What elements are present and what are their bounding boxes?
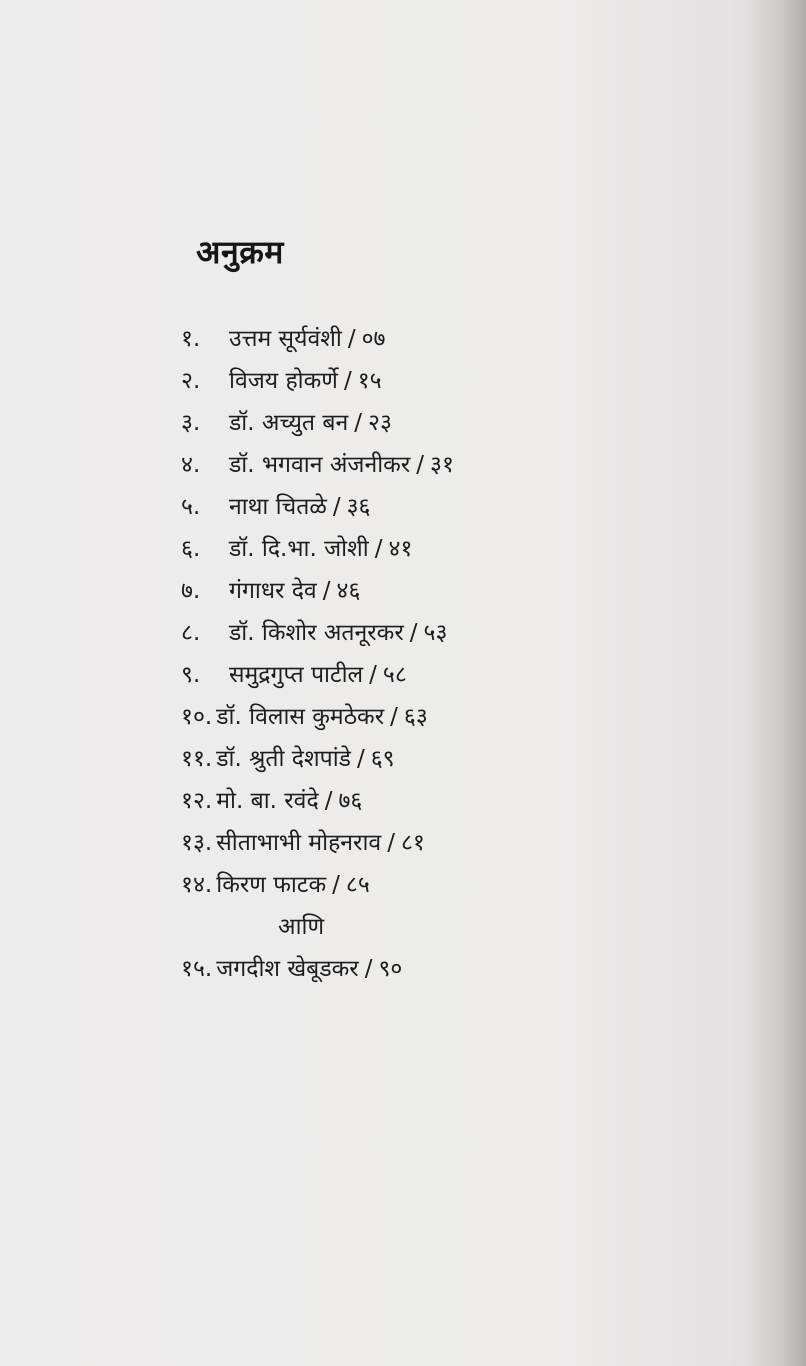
toc-number: ५. <box>181 494 201 520</box>
toc-name: डॉ. विलास कुमठेकर <box>216 704 385 730</box>
toc-number: १०. <box>181 704 213 730</box>
toc-separator: / <box>322 578 331 604</box>
toc-entry <box>181 864 454 906</box>
toc-number: ८. <box>181 620 201 646</box>
toc-separator: / <box>332 872 340 898</box>
toc-page-number: ३१ <box>430 452 454 478</box>
toc-name: उत्तम सूर्यवंशी <box>229 326 342 352</box>
toc-number: १२. <box>181 788 213 814</box>
toc-number: ९. <box>181 662 201 688</box>
toc-entry <box>181 822 454 864</box>
toc-separator: / <box>416 452 425 478</box>
toc-page-number: ९० <box>378 956 403 982</box>
toc-separator: / <box>390 704 398 730</box>
toc-name: डॉ. दि.भा. जोशी <box>229 536 369 562</box>
toc-separator: / <box>347 326 356 352</box>
toc-name: डॉ. भगवान अंजनीकर <box>229 452 411 478</box>
toc-number: ३. <box>181 410 201 436</box>
toc-name: विजय होकर्णे <box>229 368 338 394</box>
toc-page-number: ५३ <box>423 620 448 646</box>
toc-entry <box>181 360 454 402</box>
page-title: अनुक्रम <box>196 233 284 271</box>
toc-separator: / <box>409 620 418 646</box>
toc-name: सीताभाभी मोहनराव <box>216 830 382 856</box>
toc-entry <box>181 528 454 570</box>
toc-page-number: ७६ <box>338 788 363 814</box>
toc-name: डॉ. किशोर अतनूरकर <box>229 620 404 646</box>
toc-separator: / <box>324 788 333 814</box>
toc-separator: / <box>387 830 395 856</box>
toc-name: डॉ. श्रुती देशपांडे <box>216 746 351 772</box>
toc-separator: / <box>364 956 373 982</box>
toc-number: ४. <box>181 452 201 478</box>
toc-entry <box>181 570 454 612</box>
toc-entry <box>181 444 454 486</box>
toc-page-number: ६९ <box>370 746 395 772</box>
toc-entry <box>181 486 454 528</box>
toc-entry <box>181 318 454 360</box>
toc-number: १. <box>181 326 201 352</box>
toc-separator: / <box>343 368 352 394</box>
toc-separator: / <box>354 410 362 436</box>
toc-name: मो. बा. रवंदे <box>216 788 319 814</box>
table-of-contents <box>181 318 454 990</box>
toc-number: १४. <box>181 872 213 898</box>
toc-number: ६. <box>181 536 201 562</box>
toc-page-number: ५८ <box>382 662 407 688</box>
toc-entry <box>181 654 454 696</box>
toc-number: १३. <box>181 830 213 856</box>
toc-entry <box>181 948 454 990</box>
toc-number: १५. <box>181 956 213 982</box>
toc-page-number: ८५ <box>345 872 370 898</box>
toc-entry <box>181 780 454 822</box>
page-edge-shadow <box>746 0 806 1366</box>
toc-page-number: ६३ <box>403 704 428 730</box>
toc-page-number: १५ <box>357 368 382 394</box>
toc-separator: / <box>356 746 365 772</box>
toc-separator: / <box>374 536 383 562</box>
toc-page-number: ८१ <box>400 830 425 856</box>
toc-entry <box>181 402 454 444</box>
toc-separator: / <box>332 494 341 520</box>
toc-name: गंगाधर देव <box>229 578 317 604</box>
toc-number: ११. <box>181 746 213 772</box>
toc-name: नाथा चितळे <box>229 494 327 520</box>
toc-name: समुद्रगुप्त पाटील <box>229 662 364 688</box>
toc-entry <box>181 696 454 738</box>
toc-separator: / <box>369 662 377 688</box>
toc-page-number: २३ <box>367 410 392 436</box>
toc-number: ७. <box>181 578 201 604</box>
toc-conjunction: आणि <box>278 914 325 940</box>
toc-page-number: ०७ <box>361 326 386 352</box>
toc-name: डॉ. अच्युत बन <box>229 410 349 436</box>
toc-page-number: ३६ <box>346 494 371 520</box>
toc-entry <box>181 738 454 780</box>
toc-page-number: ४६ <box>336 578 361 604</box>
toc-page-number: ४१ <box>388 536 413 562</box>
toc-entry <box>181 612 454 654</box>
toc-name: जगदीश खेबूडकर <box>216 956 359 982</box>
toc-number: २. <box>181 368 201 394</box>
toc-name: किरण फाटक <box>216 872 327 898</box>
